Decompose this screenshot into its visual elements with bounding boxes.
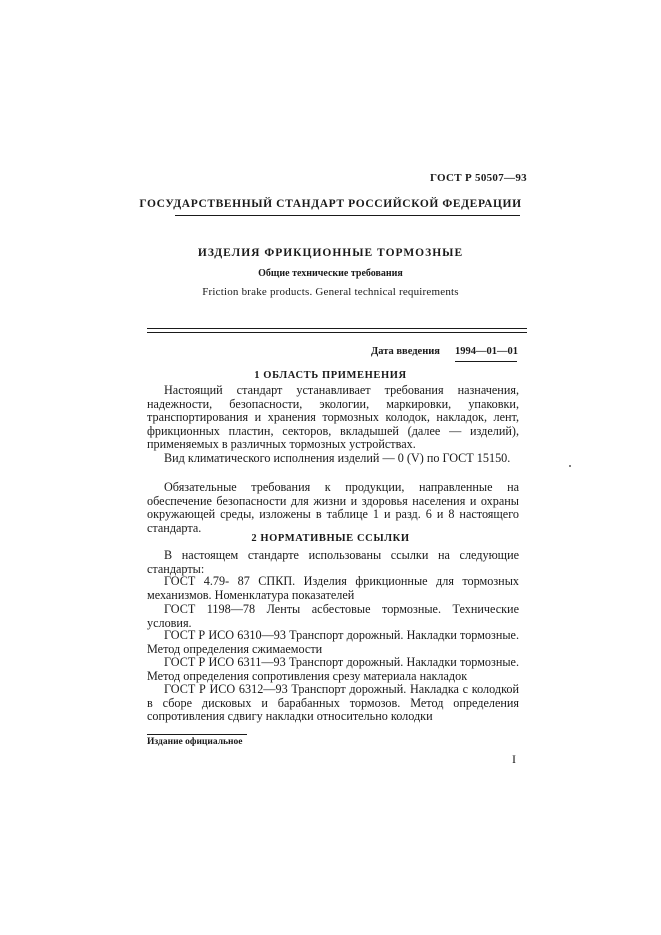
document-code: ГОСТ Р 50507—93 [430,172,527,184]
reference-item: ГОСТ 1198—78 Ленты асбестовые тормозные. Технические условия. [147,602,519,630]
title-rule-thin [147,332,527,333]
header-rule [175,215,520,216]
section-heading-references: 2 НОРМАТИВНЫЕ ССЫЛКИ [251,533,410,544]
paragraph: Обязательные требования к продукции, направленные на обеспечение безопасности для жизни и здоровья населения и охраны окружающей среды, изложены в таблице 1 и разд. 6 и 8 настоящего стандарта. [147,480,519,535]
footer-rule [147,734,247,735]
scan-artifact [569,465,571,467]
edition-note: Издание официальное [147,737,243,747]
intro-date-value: 1994—01—01 [455,346,518,357]
document-subtitle: Общие технические требования [258,268,403,279]
reference-item: ГОСТ Р ИСО 6312—93 Транспорт дорожный. Накладка с колодкой в сборе дисковых и барабанных тормозов. Метод определения сопротивления сдвигу накладки относительно колодки [147,682,519,723]
section-heading-scope: 1 ОБЛАСТЬ ПРИМЕНЕНИЯ [254,370,407,381]
reference-item: ГОСТ Р ИСО 6311—93 Транспорт дорожный. Накладки тормозные. Метод определения сопротивления срезу материала накладок [147,655,519,683]
title-rule-thick [147,328,527,329]
paragraph: В настоящем стандарте использованы ссылки на следующие стандарты: [147,548,519,576]
paragraph: Настоящий стандарт устанавливает требования назначения, надежности, безопасности, экологии, маркировки, упаковки, транспортирования и хранения тормозных колодок, накладок, лент, фрикционных пластин, секторов, вкладышей (далее — изделий), применяемых в различных тормозных устройствах. [147,383,519,451]
document-title-english: Friction brake products. General technical requirements [202,286,459,298]
state-standard-title: ГОСУДАРСТВЕННЫЙ СТАНДАРТ РОССИЙСКОЙ ФЕДЕРАЦИИ [139,198,522,210]
reference-item: ГОСТ 4.79- 87 СПКП. Изделия фрикционные для тормозных механизмов. Номенклатура показателей [147,574,519,602]
reference-item: ГОСТ Р ИСО 6310—93 Транспорт дорожный. Накладки тормозные. Метод определения сжимаемости [147,628,519,656]
intro-date-underline [455,361,517,362]
paragraph: Вид климатического исполнения изделий — 0 (V) по ГОСТ 15150. [164,451,511,465]
document-title: ИЗДЕЛИЯ ФРИКЦИОННЫЕ ТОРМОЗНЫЕ [197,247,464,259]
page-number: I [512,752,516,766]
intro-date-label: Дата введения [371,346,440,357]
